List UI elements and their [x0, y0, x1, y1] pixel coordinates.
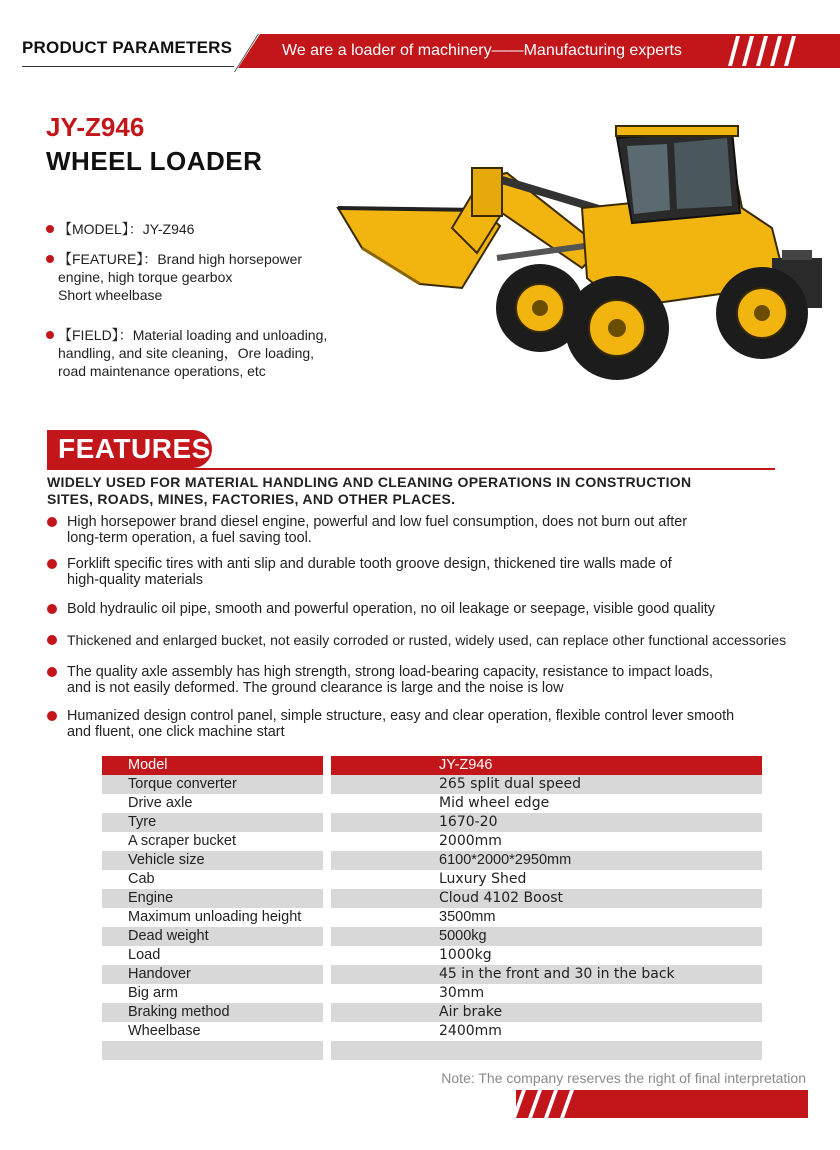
features-intro — [47, 474, 767, 508]
header-underline — [22, 66, 234, 67]
bullet-icon — [46, 255, 54, 263]
table-row — [102, 870, 762, 889]
feature-line: Bold hydraulic oil pipe, smooth and powerful operation, no oil leakage or seepage, visible good quality — [67, 601, 715, 617]
spec-model — [46, 220, 366, 238]
bullet-icon — [47, 667, 57, 677]
feature-line: high-quality materials — [67, 572, 203, 588]
header-tagline: We are a loader of machinery——Manufacturing experts — [282, 42, 682, 59]
table-cell-label: Drive axle — [128, 795, 193, 811]
table-cell-label — [102, 1041, 323, 1060]
feature-line: and fluent, one click machine start — [67, 724, 285, 740]
bullet-icon — [47, 559, 57, 569]
table-cell-label: Maximum unloading height — [128, 909, 302, 925]
feature-line: Thickened and enlarged bucket, not easily corroded or rusted, widely used, can replace other functional accessories — [67, 632, 787, 648]
table-header-value: JY-Z946 — [331, 756, 762, 775]
bullet-icon — [46, 331, 54, 339]
feature-line: Forklift specific tires with anti slip and durable tooth groove design, thickened tire walls made of — [67, 556, 672, 572]
table-row — [102, 832, 762, 851]
table-row — [102, 1003, 762, 1022]
feature-line: The quality axle assembly has high strength, strong load-bearing capacity, resistance to impact loads, — [67, 664, 714, 680]
table-row — [102, 1041, 762, 1060]
feature-item — [47, 514, 837, 546]
table-cell-value — [331, 1041, 762, 1060]
table-row — [102, 794, 762, 813]
table-cell-value: 1000kg — [439, 947, 492, 963]
section-title: PRODUCT PARAMETERS — [22, 38, 233, 57]
table-cell-value: Air brake — [331, 1003, 762, 1022]
table-cell-value: 5000kg — [331, 927, 762, 946]
table-row — [102, 984, 762, 1003]
feature-line: long-term operation, a fuel saving tool. — [67, 530, 312, 546]
table-row — [102, 813, 762, 832]
spec-value: engine, high torque gearbox — [58, 269, 233, 285]
table-cell-label: Cab — [128, 871, 155, 887]
bullet-icon — [47, 711, 57, 721]
table-cell-value: 45 in the front and 30 in the back — [331, 965, 762, 984]
table-row — [102, 927, 762, 946]
spec-label: 【MODEL】： — [58, 221, 143, 237]
stripes-decoration — [512, 1090, 582, 1118]
table-row — [102, 946, 762, 965]
table-row — [102, 889, 762, 908]
table-row — [102, 908, 762, 927]
bullet-icon — [46, 225, 54, 233]
product-name: WHEEL LOADER — [46, 146, 263, 176]
features-intro-line: SITES, ROADS, MINES, FACTORIES, AND OTHER PLACES. — [47, 491, 456, 507]
bullet-icon — [47, 604, 57, 614]
table-cell-value: 1670-20 — [331, 813, 762, 832]
spec-value: Material loading and unloading, — [132, 327, 328, 343]
table-cell-value: 2000mm — [439, 833, 502, 849]
features-intro-line: WIDELY USED FOR MATERIAL HANDLING AND CLEANING OPERATIONS IN CONSTRUCTION — [47, 474, 692, 490]
feature-item — [47, 601, 837, 617]
table-row — [102, 1022, 762, 1041]
spec-value: handling, and site cleaning，Ore loading, — [58, 345, 315, 361]
table-row — [102, 775, 762, 794]
table-cell-label: A scraper bucket — [128, 833, 236, 849]
parameter-table — [102, 756, 762, 1060]
feature-item — [47, 632, 837, 648]
table-cell-value: 30mm — [439, 985, 485, 1001]
table-cell-label: Handover — [102, 965, 323, 984]
table-cell-label: Engine — [102, 889, 323, 908]
table-cell-label: Wheelbase — [128, 1023, 201, 1039]
table-cell-value: 6100*2000*2950mm — [331, 851, 762, 870]
table-cell-label: Torque converter — [102, 775, 323, 794]
feature-item — [47, 556, 837, 588]
feature-line: Humanized design control panel, simple structure, easy and clear operation, flexible control lever smooth — [67, 708, 735, 724]
features-badge — [47, 430, 212, 468]
table-header-row — [102, 756, 762, 775]
stripes-decoration — [722, 36, 812, 66]
spec-label: 【FIELD】： — [58, 327, 133, 343]
table-row — [102, 965, 762, 984]
bullet-icon — [47, 635, 57, 645]
feature-item — [47, 664, 837, 696]
footer-note: Note: The company reserves the right of final interpretation — [441, 1070, 806, 1086]
table-row — [102, 851, 762, 870]
feature-line: and is not easily deformed. The ground clearance is large and the noise is low — [67, 680, 564, 696]
spec-value: JY-Z946 — [142, 221, 195, 237]
table-cell-label: Big arm — [128, 985, 178, 1001]
wheel-loader-image — [332, 118, 832, 398]
spec-value: Short wheelbase — [58, 287, 163, 303]
feature-item — [47, 708, 837, 740]
table-cell-value: Mid wheel edge — [439, 795, 550, 811]
table-header-label: Model — [102, 756, 323, 775]
features-heading: FEATURES — [58, 433, 211, 464]
table-cell-value: 3500mm — [439, 909, 496, 925]
table-cell-label: Vehicle size — [102, 851, 323, 870]
table-cell-value: Cloud 4102 Boost — [331, 889, 762, 908]
bullet-icon — [47, 517, 57, 527]
feature-line: High horsepower brand diesel engine, powerful and low fuel consumption, does not burn out after — [67, 514, 687, 530]
spec-label: 【FEATURE】： — [58, 251, 158, 267]
table-cell-value: Luxury Shed — [439, 871, 527, 887]
table-cell-value: 265 split dual speed — [331, 775, 762, 794]
table-cell-label: Load — [128, 947, 161, 963]
features-divider — [47, 468, 775, 470]
spec-value: road maintenance operations, etc — [58, 363, 266, 379]
product-code: JY-Z946 — [46, 112, 145, 142]
table-cell-label: Dead weight — [102, 927, 323, 946]
spec-value: Brand high horsepower — [157, 251, 303, 267]
spec-feature — [46, 250, 366, 304]
table-cell-label: Tyre — [102, 813, 323, 832]
table-cell-value: 2400mm — [439, 1023, 502, 1039]
table-cell-label: Braking method — [102, 1003, 323, 1022]
